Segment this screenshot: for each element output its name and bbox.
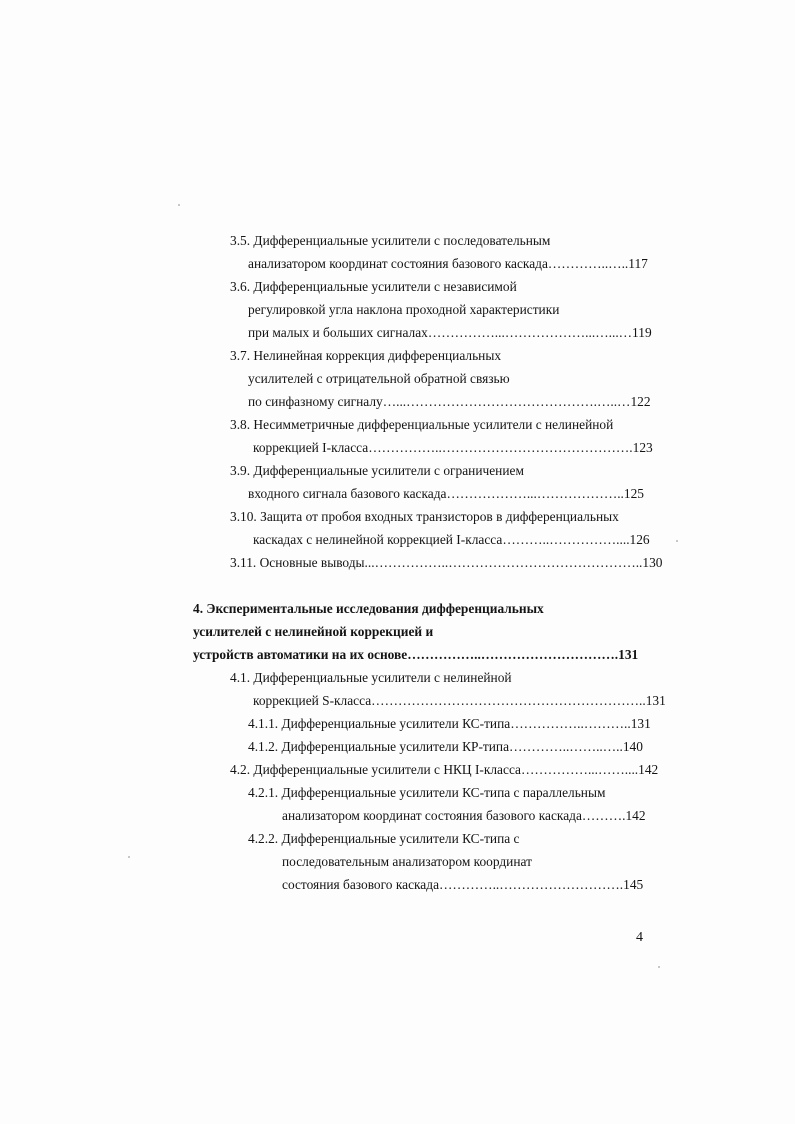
toc-4-2-1-cont: анализатором координат состояния базового каскада……….142 [282, 808, 646, 823]
scan-speck [676, 540, 678, 542]
toc-4-2-2-title: 4.2.2. Дифференциальные усилители КС-типа с [248, 831, 520, 846]
toc-ch4-line2: усилителей с нелинейной коррекцией и [193, 624, 434, 639]
toc-3-7-cont2: по синфазному сигналу…...…………………………………….…..…122 [248, 394, 651, 409]
toc-3-9-title: 3.9. Дифференциальные усилители с ограничением [230, 463, 524, 478]
toc-3-7-title: 3.7. Нелинейная коррекция дифференциальных [230, 348, 502, 363]
toc-ch4-line3 [193, 647, 638, 663]
toc-3-11-title: 3.11. Основные выводы...……………..……………………………………..130 [230, 555, 663, 570]
toc-3-10-cont: каскадах с нелинейной коррекцией I-класса………..……………....126 [253, 532, 650, 547]
toc-ch4-line3-text: устройств автоматики на их основе……………..………………………….131 [193, 647, 639, 662]
toc-3-7-cont1: усилителей с отрицательной обратной связью [248, 371, 510, 386]
scan-speck [658, 966, 660, 968]
toc-3-6-cont1: регулировкой угла наклона проходной характеристики [248, 302, 560, 317]
toc-3-5-title: 3.5. Дифференциальные усилители с последовательным [230, 233, 551, 248]
toc-4-2-title: 4.2. Дифференциальные усилители с НКЦ I-класса……………...……....142 [230, 762, 659, 777]
toc-3-8-cont: коррекцией I-класса……………..…………………………………….123 [253, 440, 653, 455]
page-number: 4 [636, 930, 643, 945]
scan-speck [128, 856, 130, 858]
toc-4-2-2-cont2: состояния базового каскада…………..……………………….145 [282, 877, 644, 892]
toc-3-5-cont: анализатором координат состояния базового каскада…………..…..117 [248, 256, 648, 271]
toc-3-9-cont: входного сигнала базового каскада………………...………………..125 [248, 486, 644, 501]
toc-4-1-cont: коррекцией S-класса……………………………………………………..131 [253, 693, 666, 708]
toc-4-2-1-title: 4.2.1. Дифференциальные усилители КС-типа с параллельным [248, 785, 606, 800]
toc-ch4-line1: 4. Экспериментальные исследования дифференциальных [193, 601, 544, 616]
toc-4-1-1-title: 4.1.1. Дифференциальные усилители КС-типа……………..………..131 [248, 716, 651, 731]
toc-4-1-title: 4.1. Дифференциальные усилители с нелинейной [230, 670, 512, 685]
toc-4-1-2-title: 4.1.2. Дифференциальные усилители КР-типа…………..……..…..140 [248, 739, 643, 754]
toc-3-10-title: 3.10. Защита от пробоя входных транзисторов в дифференциальных [230, 509, 619, 524]
toc-3-8-title: 3.8. Несимметричные дифференциальные усилители с нелинейной [230, 417, 614, 432]
toc-4-2-2-cont1: последовательным анализатором координат [282, 854, 532, 869]
toc-3-6-title: 3.6. Дифференциальные усилители с независимой [230, 279, 517, 294]
scan-speck [178, 204, 180, 206]
toc-3-6-cont2: при малых и больших сигналах……………...………………...…...…119 [248, 325, 652, 340]
